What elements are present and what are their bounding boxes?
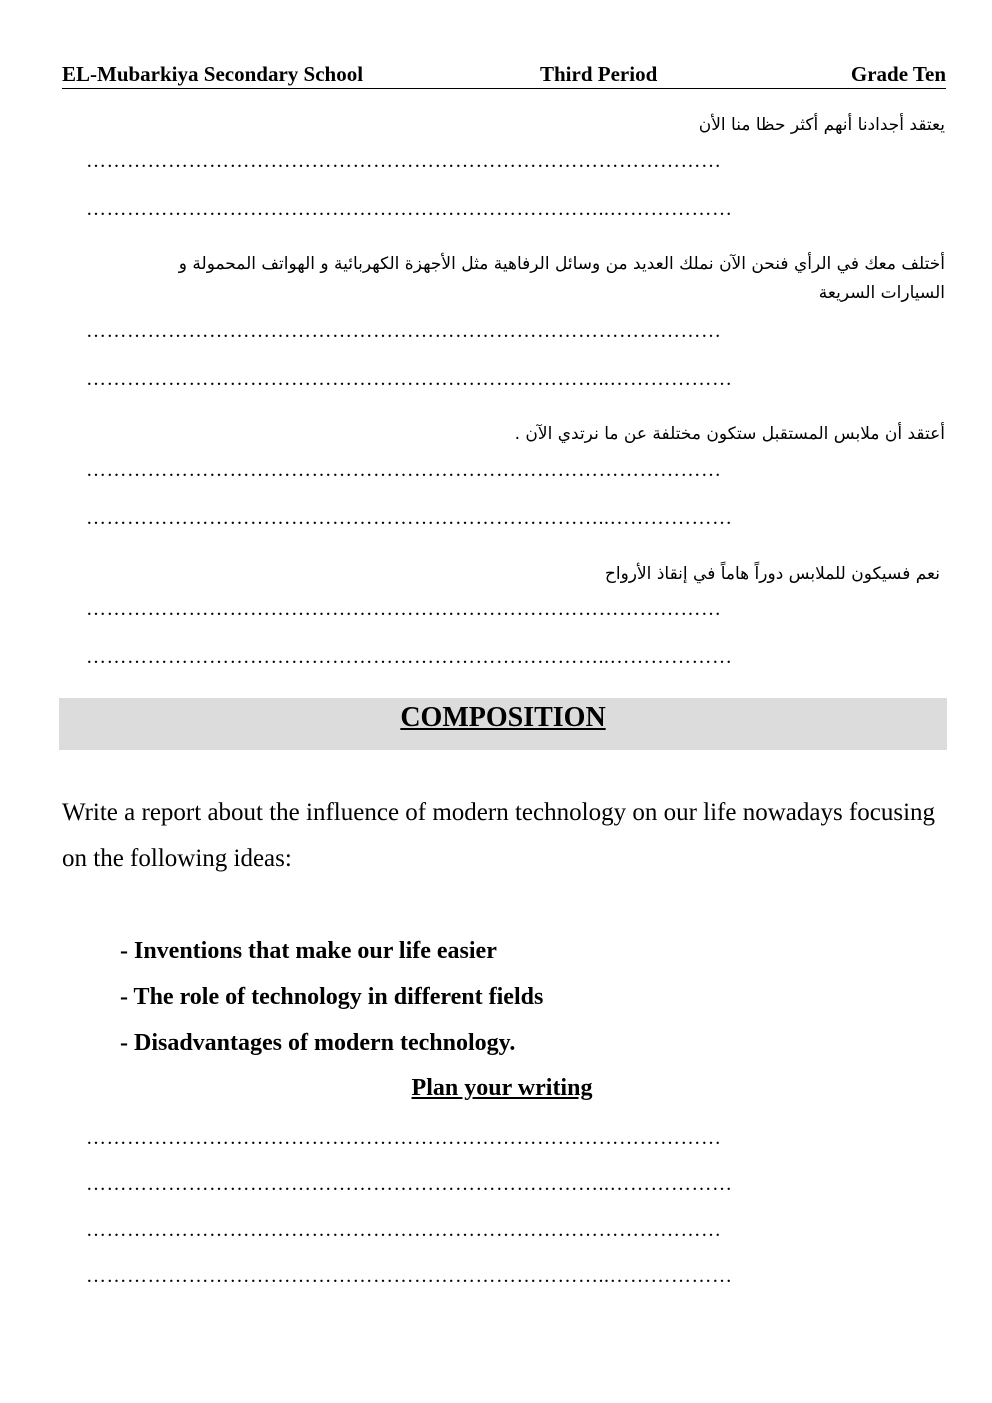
question-3: أعتقد أن ملابس المستقبل ستكون مختلفة عن ما نرتدي الآن . (514, 424, 945, 444)
plan-heading: Plan your writing (411, 1075, 593, 1101)
answer-line-2b[interactable]: …………………………………………………………………..……………… (86, 368, 733, 390)
period-label: Third Period (540, 62, 658, 86)
question-1: يعتقد أجدادنا أنهم أكثر حظا منا الأن (698, 115, 945, 135)
composition-banner (59, 698, 947, 750)
answer-line-2a[interactable]: ………………………………………………………………………………… (86, 320, 722, 342)
answer-line-3a[interactable]: ………………………………………………………………………………… (86, 459, 722, 481)
idea-item: - Inventions that make our life easier (120, 938, 497, 964)
page-header (62, 60, 946, 89)
composition-title: COMPOSITION (400, 702, 606, 733)
composition-prompt: Write a report about the influence of modern technology on our life nowadays focusing on the following ideas: (62, 799, 936, 872)
school-name: EL-Mubarkiya Secondary School (62, 62, 364, 86)
answer-line-1a[interactable]: ………………………………………………………………………………… (86, 150, 722, 172)
question-2: أختلف معك في الرأي فنحن الآن نملك العديد من وسائل الرفاهية مثل الأجهزة الكهربائية و الهواتف المحمولة و السيارات السريعة (178, 254, 945, 303)
answer-line-3b[interactable]: …………………………………………………………………..……………… (86, 507, 733, 529)
idea-item: - The role of technology in different fields (120, 984, 544, 1010)
idea-item: - Disadvantages of modern technology. (120, 1030, 516, 1056)
writing-line-1[interactable]: ………………………………………………………………………………… (86, 1127, 722, 1149)
answer-line-4b[interactable]: …………………………………………………………………..……………… (86, 646, 733, 668)
grade-label: Grade Ten (850, 62, 946, 86)
writing-line-2[interactable]: …………………………………………………………………..……………… (86, 1173, 733, 1195)
ideas-list (120, 928, 543, 1066)
question-4: نعم فسيكون للملابس دوراً هاماً في إنقاذ الأرواح (604, 564, 940, 584)
answer-line-1b[interactable]: …………………………………………………………………..……………… (86, 198, 733, 220)
answer-line-4a[interactable]: ………………………………………………………………………………… (86, 598, 722, 620)
writing-line-3[interactable]: ………………………………………………………………………………… (86, 1219, 722, 1241)
writing-line-4[interactable]: …………………………………………………………………..……………… (86, 1265, 733, 1287)
